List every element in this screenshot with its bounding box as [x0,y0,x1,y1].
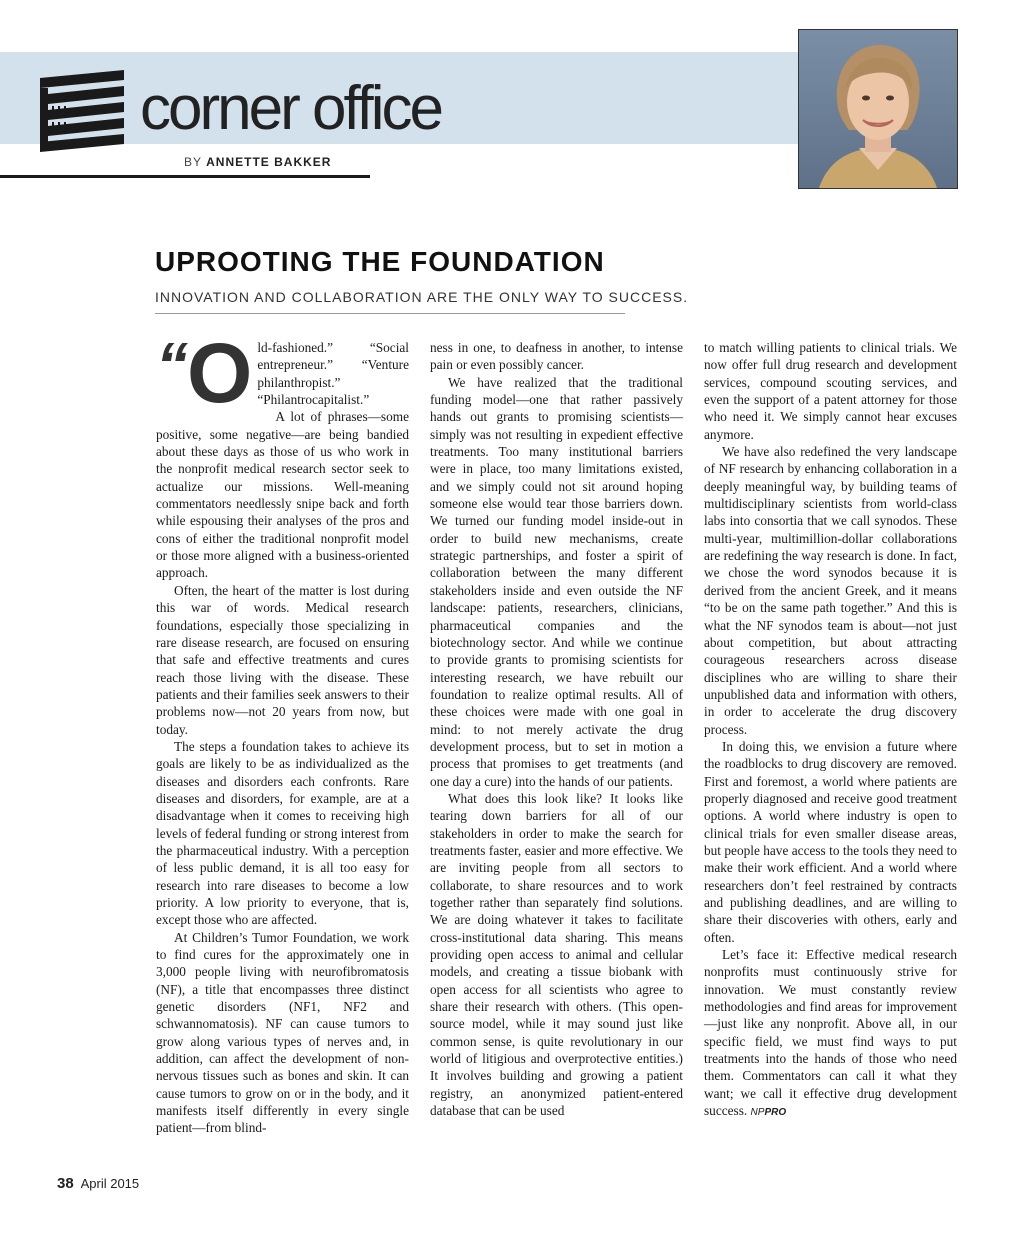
author-photo [798,29,958,189]
paragraph: ness in one, to deafness in another, to intense pain or even possibly cancer. [430,340,683,373]
paragraph: We have also redefined the very landscape of NF research by enhancing collaboration in a deeply meaningful way, by building teams of multidisciplinary scientists from world-class labs into consortia that we call synodos. These multi-year, multimillion-dollar collaborations are redefining the way research is done. In fact, we chose the word synodos because it is derived from the ancient Greek, and it means “to be on the same path together.” And this is what the NF synodos team is about—not just about competition, but about attracting courageous researchers across disease disciplines who are willing to share their unpublished data and information with others, in order to accelerate the drug discovery process. [704,444,957,737]
drop-cap-letter: O [187,326,253,420]
building-icon [40,70,124,154]
article-column-2 [430,339,683,1119]
end-mark [751,1107,787,1118]
byline-prefix: BY [184,155,202,169]
paragraph: Often, the heart of the matter is lost during this war of words. Medical research foundations, especially those specializing in rare disease research, are focused on ensuring that safe and effective treatments and cures reach those living with the disease. These patients and their families seek answers to their problems now—not 20 years from now, but today. [156,582,409,737]
end-mark-pro: PRO [764,1107,787,1119]
drop-cap-quote: “ [156,329,184,401]
paragraph: At Children’s Tumor Foundation, we work to find cures for the approximately one in 3,000 people living with neurofibromatosis (NF), a title that encompasses three distinct genetic disorders (NF1, NF2 and schwannomatosis). NF can cause tumors to grow along various types of nerves and, in addition, can affect the development of non-nervous tissues such as bones and skin. It can cause tumors to grow on or in the body, and it manifests itself differently in every single patient—from blind- [156,929,409,1136]
paragraph: to match willing patients to clinical trials. We now offer full drug research and development services, compound scouting services, and even the support of a patent attorney for those who need it. We simply cannot hear excuses anymore. [704,340,957,442]
paragraph: What does this look like? It looks like tearing down barriers for all of our stakeholders in order to make the search for treatments faster, easier and more effective. We are inviting people from all sectors to collaborate, to share resources and to work together rather than separately find solutions. We are doing whatever it takes to facilitate cross-institutional data sharing. This means providing open access to animal and cellular models, and creating a tissue biobank with open access for all scientists who agree to share their research with others. (This open-source model, while it may sound just like common sense, is quite revolutionary in our world of litigious and overprotective entities.) It involves building and growing a patient registry, an anonymized patient-entered database that can be used [430,790,683,1119]
paragraph: A lot of phrases—some positive, some negative—are being bandied about these days as those of us who work in the nonprofit medical research sector seek to actualize our missions. Well-meaning commentators needlessly snipe back and forth while espousing their analyses of the pros and cons of either the traditional nonprofit model or those more aligned with a business-oriented approach. [156,409,409,581]
paragraph: ld-fashioned.” “Social entrepreneur.” “Venture philanthropist.” “Philantrocapitalist.” [257,340,409,408]
page-footer [57,1175,139,1192]
issue-date: April 2015 [80,1176,140,1191]
end-mark-np: NP [750,1107,765,1119]
drop-cap [156,326,253,420]
paragraph-last-text: Let’s face it: Effective medical research nonprofits must continuously strive for innovation. We must constantly review methodologies and find areas for improvement—just like any nonprofit. Above all, in our specific field, we must find ways to put treatments into the hands of those who need them. Commentators can call it what they want; we call it effective drug development success. [704,947,957,1119]
section-title: corner office [140,74,442,143]
headline: UPROOTING THE FOUNDATION [155,246,605,277]
paragraph-last [704,946,957,1121]
page-number: 38 [57,1175,74,1192]
byline [184,155,331,169]
deck-rule [155,313,625,314]
article-column-3 [704,339,957,1121]
article-column-1 [156,326,409,1137]
paragraph: We have realized that the traditional funding model—one that rather passively hands out grants to promising scientists—simply was not resulting in expedient effective treatments. Too many institutional barriers were in place, too many limitations existed, and we simply could not sit around hoping someone else would tear those barriers down. We turned our funding model inside-out in order to build new mechanisms, create strategic partnerships, and foster a spirit of collaboration between the many different stakeholders inside and even outside the NF landscape: patients, researchers, clinicians, pharmaceutical companies and the biotechnology sector. And while we continue to provide grants to promising scientists for interesting research, we have rebuilt our foundation to realize optimal results. All of these choices were made with one goal in mind: to not merely activate the drug development process, but to set in motion a process that promises to get treatments (and one day a cure) into the hands of our patients. [430,374,683,789]
author-portrait-image [799,30,957,188]
author-name: ANNETTE BAKKER [206,155,332,169]
paragraph: In doing this, we envision a future where the roadblocks to drug discovery are removed. First and foremost, a world where patients are properly diagnosed and receive good treatment options. A world where industry is open to clinical trials for even smaller disease areas, but people have access to the tools they need to make their work efficient. And a world where researchers don’t feel restrained by contracts and publishing deadlines, and are willing to share their discoveries with others, early and often. [704,738,957,945]
deck: INNOVATION AND COLLABORATION ARE THE ONLY WAY TO SUCCESS. [155,289,689,305]
header-rule [0,175,370,178]
paragraph: The steps a foundation takes to achieve its goals are likely to be as individualized as the diseases and disorders each confronts. Rare diseases and disorders, for example, are at a disadvantage when it comes to receiving high levels of federal funding or strong interest from the pharmaceutical industry. With a perception of less public demand, it is all too easy for research into rare diseases to become a low priority. A low priority to everyone, that is, except those who are affected. [156,738,409,928]
